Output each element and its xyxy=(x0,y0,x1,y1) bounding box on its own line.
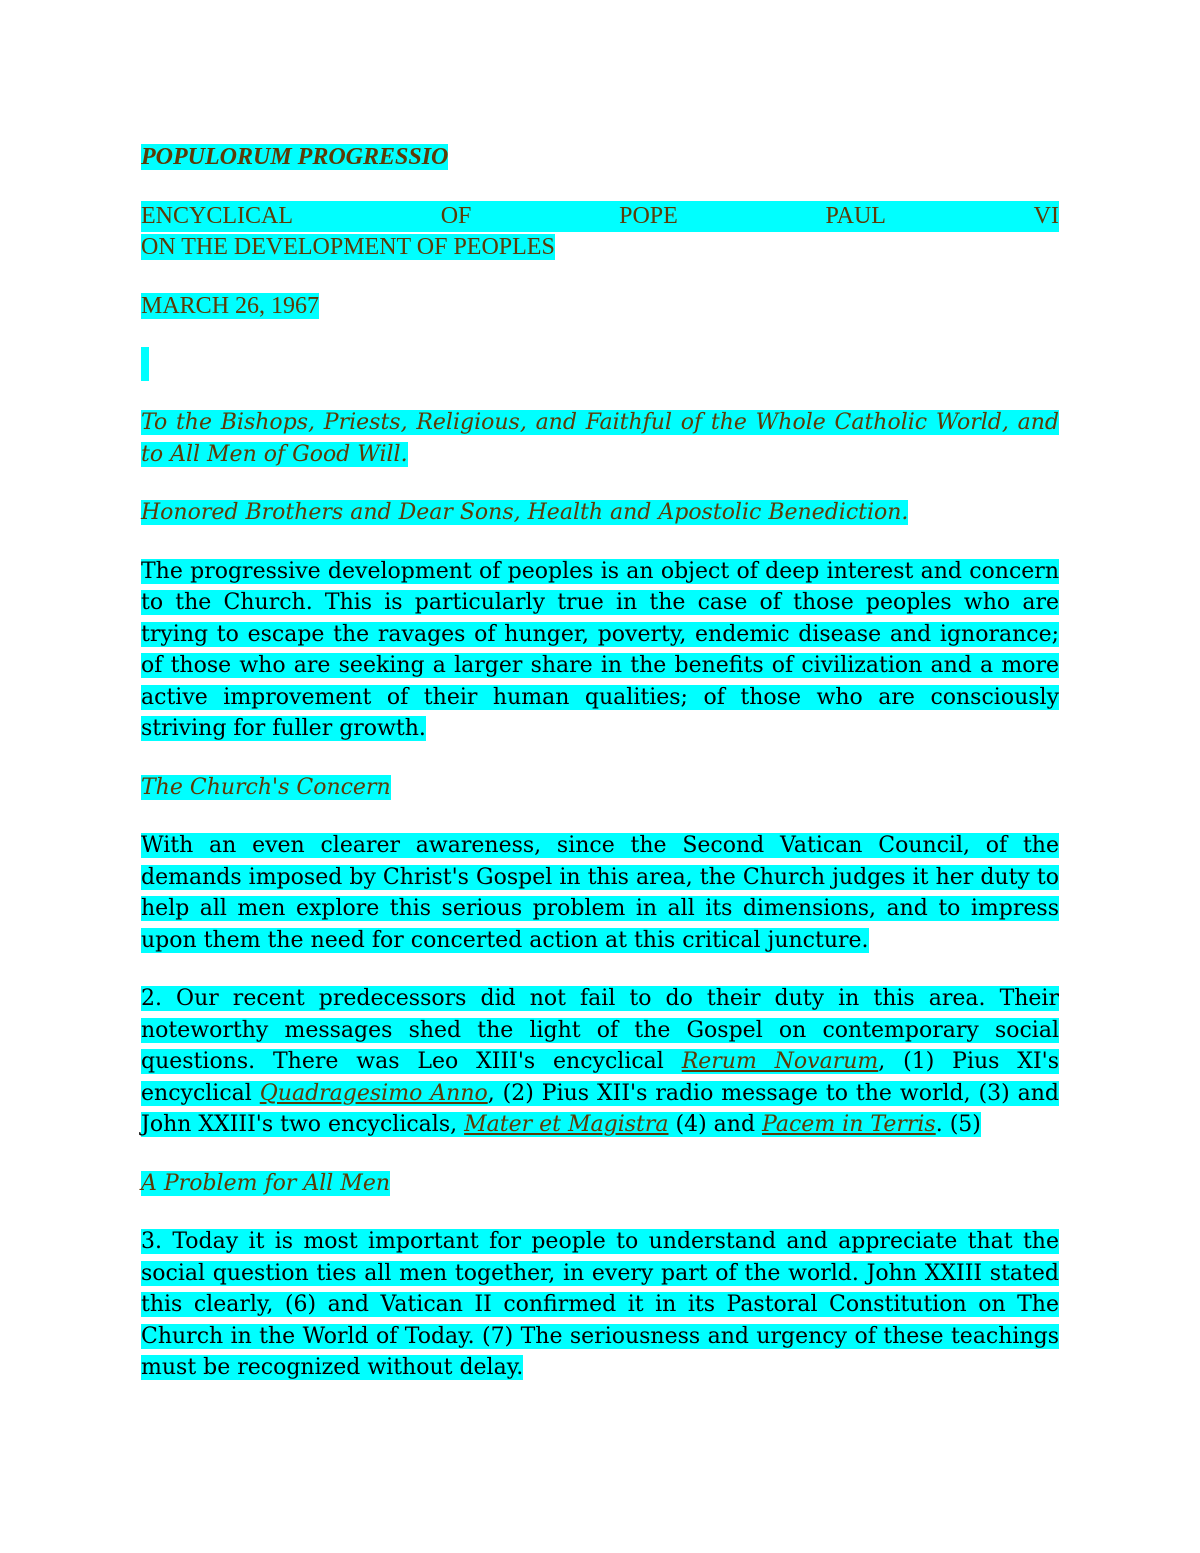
title-text: POPULORUM PROGRESSIO xyxy=(141,144,449,170)
date-text: MARCH 26, 1967 xyxy=(141,292,320,319)
address-paragraph xyxy=(141,407,1059,470)
text-run: , (1) Pius XI's encyclical xyxy=(141,1049,1059,1106)
document-date xyxy=(141,291,1059,323)
text-run: . (5) xyxy=(935,1112,981,1137)
paragraph-text xyxy=(141,986,1059,1137)
encyclical-line-1 xyxy=(141,201,1059,233)
heading-text: A Problem for All Men xyxy=(141,1170,391,1196)
paragraph-3 xyxy=(141,1226,1059,1384)
text-run: 2. Our recent predecessors did not fail to do their duty in this area. Their noteworthy messages shed the light of the Gospel on contemporary social questions. There was Leo XIII's encyclical xyxy=(141,986,1059,1074)
mater-et-magistra-link[interactable]: Mater et Magistra xyxy=(464,1112,669,1137)
text-run: , (2) Pius XII's radio message to the world, (3) and John XXIII's two encyclicals, xyxy=(141,1080,1059,1137)
pacem-in-terris-link[interactable]: Pacem in Terris xyxy=(762,1112,936,1137)
subtitle-word: OF xyxy=(440,202,472,229)
quadragesimo-anno-link[interactable]: Quadragesimo Anno xyxy=(259,1080,488,1106)
intro-text: The progressive development of peoples is an object of deep interest and concern to the Church. This is particularly true in the case of those peoples who are trying to escape the ravages of hunger, poverty, endemic disease and ignorance; of those who are seeking a larger share in the benefits of civilization and a more active improvement of their human qualities; of those who are consciously striving for fuller growth. xyxy=(141,558,1059,741)
intro-paragraph xyxy=(141,556,1059,745)
subtitle-word: ENCYCLICAL xyxy=(141,202,293,229)
rerum-novarum-link[interactable]: Rerum Novarum xyxy=(681,1049,879,1074)
address-text: To the Bishops, Priests, Religious, and Faithful of the Whole Catholic World, and to All Men of Good Will. xyxy=(141,410,1059,467)
subtitle-word: PAUL xyxy=(825,202,886,229)
paragraph-2 xyxy=(141,983,1059,1141)
subtitle-word: VI xyxy=(1033,202,1059,229)
section-heading xyxy=(141,772,1059,804)
encyclical-line-2: ON THE DEVELOPMENT OF PEOPLES xyxy=(141,234,555,260)
paragraph-text: 3. Today it is most important for people to understand and appreciate that the social question ties all men together, in every part of the world. John XXIII stated this clearly, (6) and Vatican II confirmed it in its Pastoral Constitution on The Church in the World of Today. (7) The seriousness and urgency of these teachings must be recognized without delay. xyxy=(141,1229,1059,1380)
heading-text: The Church's Concern xyxy=(141,774,391,800)
encyclical-subtitle xyxy=(141,201,1059,264)
text-cursor xyxy=(141,347,1059,381)
section-heading xyxy=(141,1168,1059,1200)
paragraph-1 xyxy=(141,830,1059,956)
document-page xyxy=(141,142,1059,1384)
subtitle-word: POPE xyxy=(619,202,678,229)
greeting-text: Honored Brothers and Dear Sons, Health and Apostolic Benediction. xyxy=(141,500,909,525)
paragraph-text: With an even clearer awareness, since the Second Vatican Council, of the demands imposed by Christ's Gospel in this area, the Church judges it her duty to help all men explore this serious problem in all its dimensions, and to impress upon them the need for concerted action at this critical juncture. xyxy=(141,833,1059,953)
document-title xyxy=(141,142,1059,174)
greeting-paragraph xyxy=(141,497,1059,529)
text-run: (4) and xyxy=(668,1112,763,1137)
